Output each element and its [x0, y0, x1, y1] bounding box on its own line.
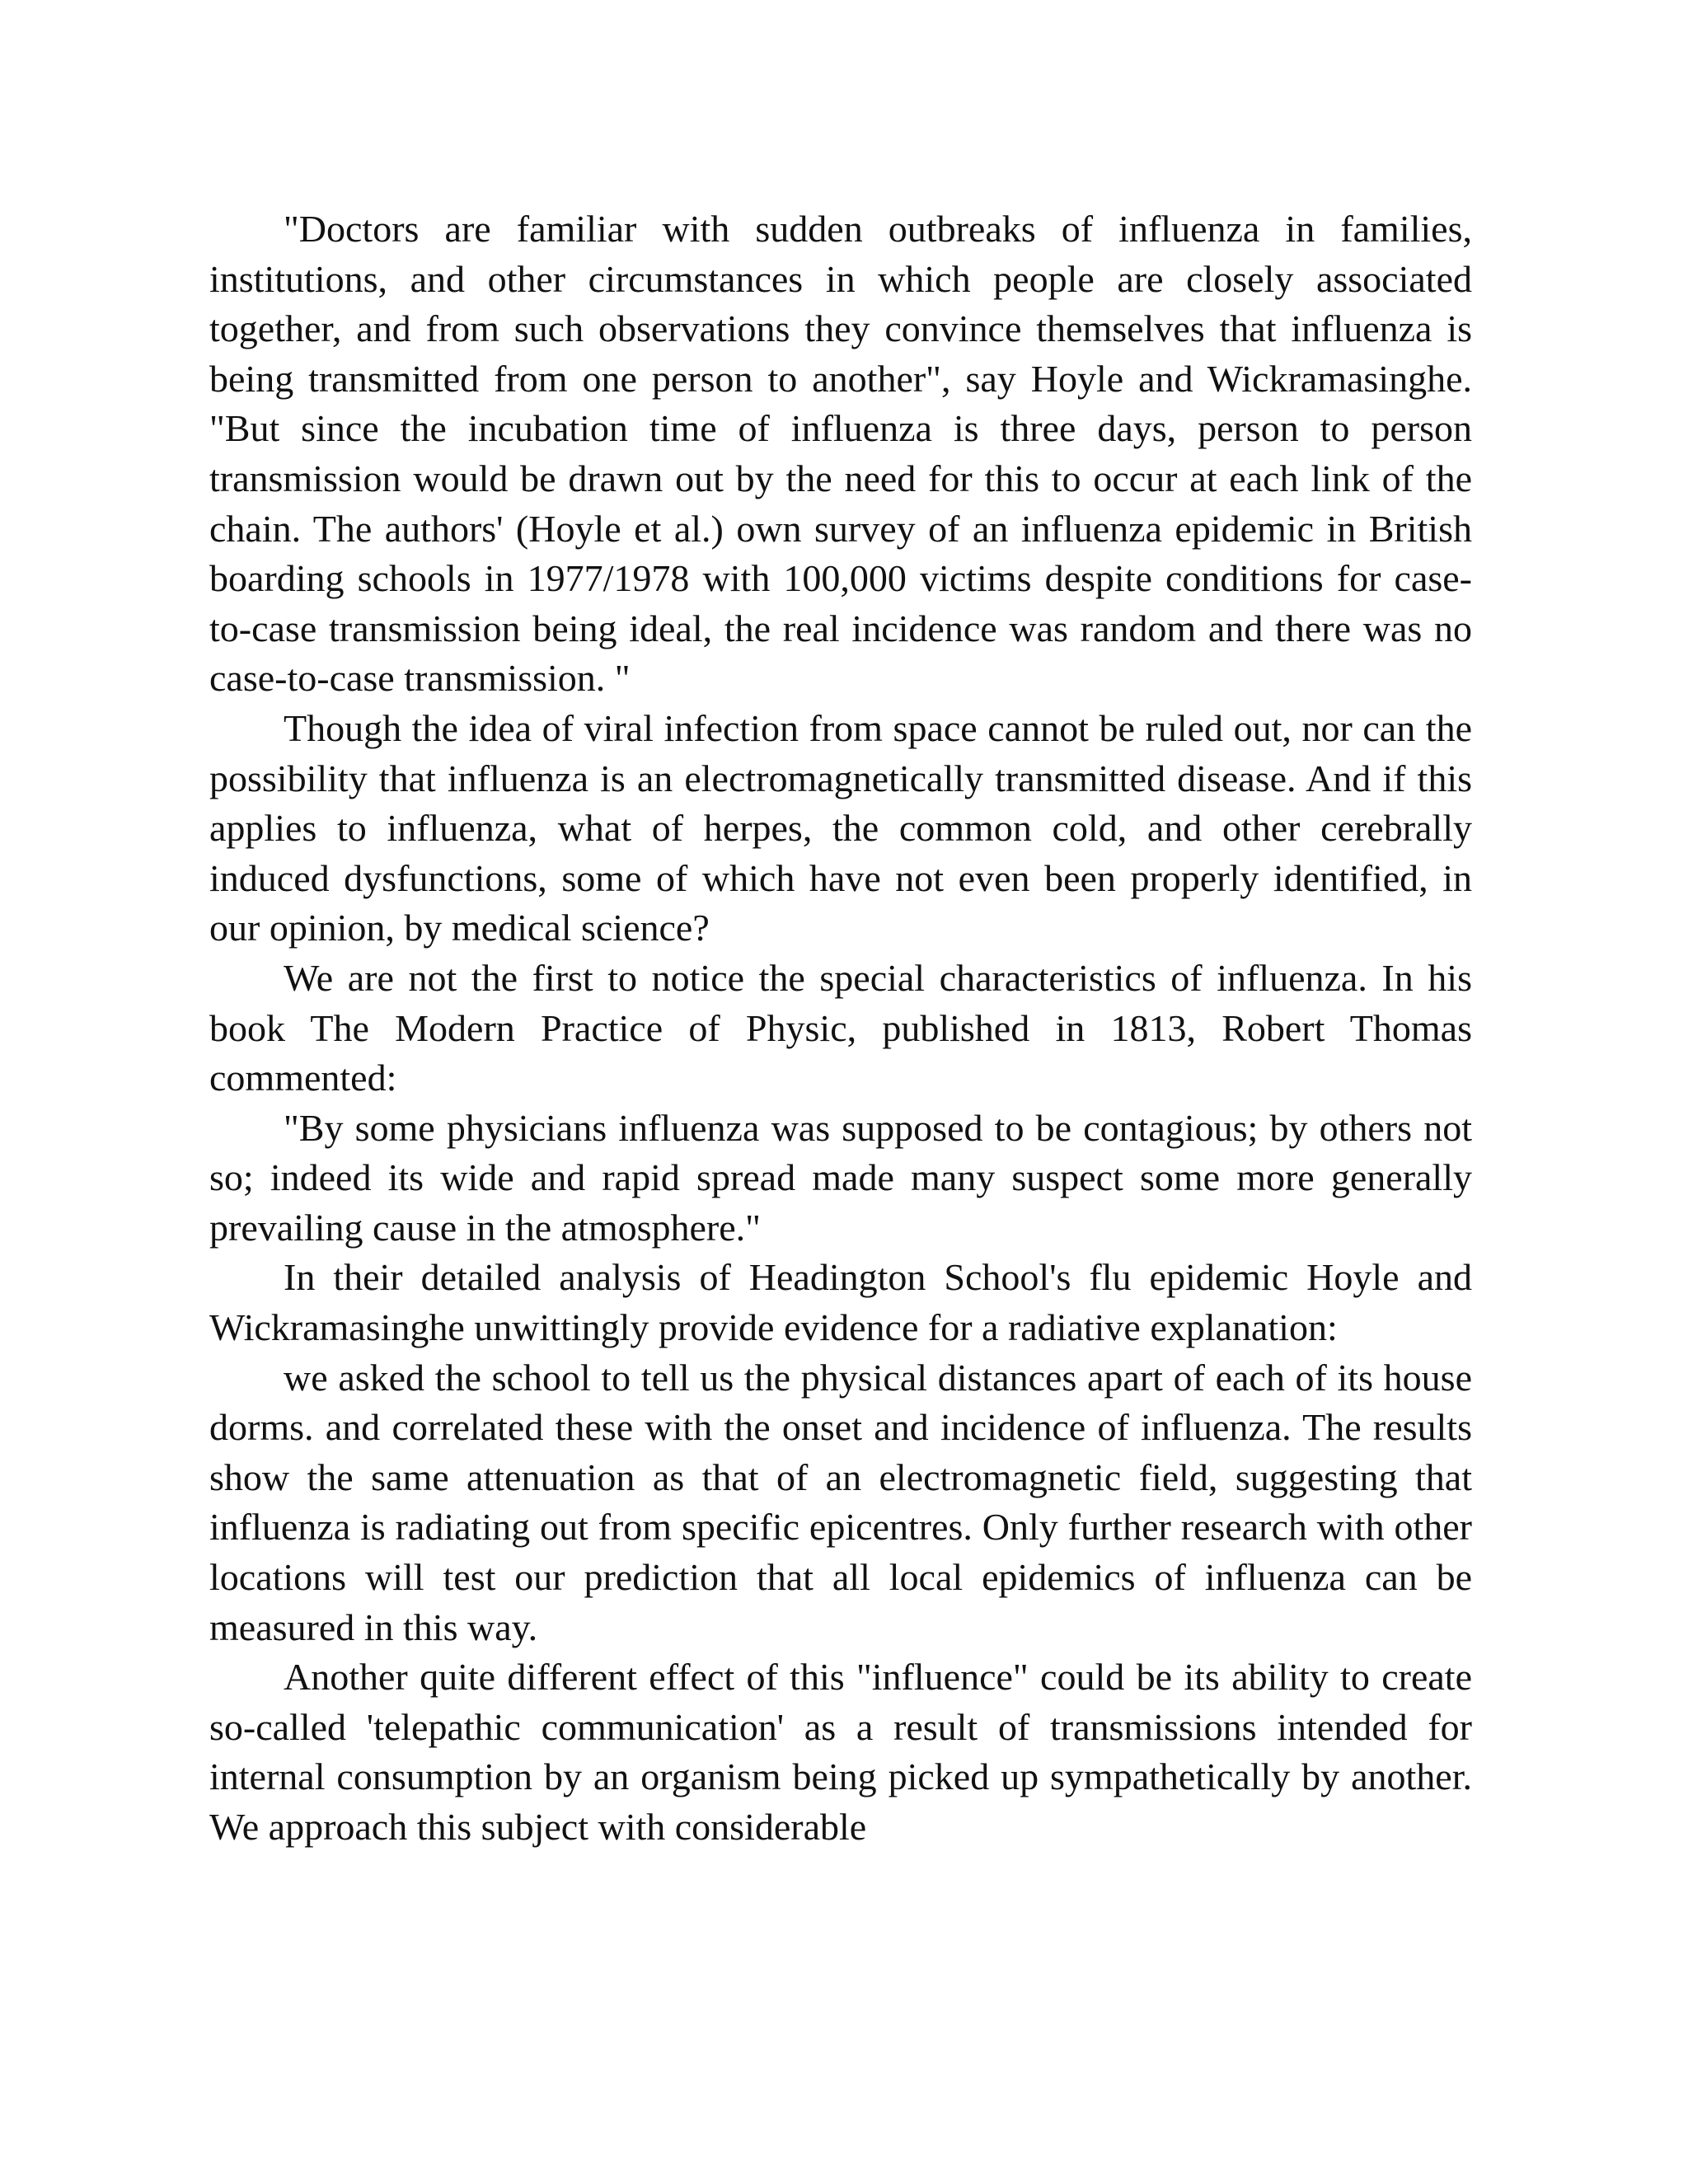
paragraph-headington-analysis: In their detailed analysis of Headington School's flu epidemic Hoyle and Wickramasinghe unwittingly provide evidence for a radiative explanation: — [209, 1256, 1472, 1349]
paragraph-electromagnetic-disease: Though the idea of viral infection from space cannot be ruled out, nor can the possibility that influenza is an electromagnetically transmitted disease. And if this applies to influenza, what of herpes, the common cold, and other cerebrally induced dysfunctions, some of which have not even been properly identified, in our opinion, by medical science? — [209, 706, 1472, 949]
paragraph-hoyle-quote: "Doctors are familiar with sudden outbreaks of influenza in families, institutions, and other circumstances in which people are closely associated together, and from such observations they convince themselves that influenza is being transmitted from one person to another", say Hoyle and Wickramasinghe. "But since the incubation time of influenza is three days, person to person transmission would be drawn out by the need for this to occur at each link of the chain. The authors' (Hoyle et al.) own survey of an influenza epidemic in British boarding schools in 1977/1978 with 100,000 victims despite conditions for case-to-case transmission being ideal, the real incidence was random and there was no case-to-case transmission. " — [209, 208, 1472, 700]
body-text — [209, 204, 1472, 1853]
paragraph-robert-thomas-intro: We are not the first to notice the special characteristics of influenza. In his book The Modern Practice of Physic, published in 1813, Robert Thomas commented: — [209, 956, 1472, 1099]
paragraph-telepathic-communication: Another quite different effect of this "influence" could be its ability to create so-called 'telepathic communication' as a result of transmissions intended for internal consumption by an organism being picked up sympathetically by another. We approach this subject with considerable — [209, 1656, 1472, 1848]
paragraph-house-dorms-quote: we asked the school to tell us the physical distances apart of each of its house dorms. and correlated these with the onset and incidence of influenza. The results show the same attenuation as that of an electromagnetic field, suggesting that influenza is radiating out from specific epicentres. Only further research with other locations will test our prediction that all local epidemics of influenza can be measured in this way. — [209, 1356, 1472, 1648]
paragraph-thomas-quote: "By some physicians influenza was supposed to be contagious; by others not so; indeed its wide and rapid spread made many suspect some more generally prevailing cause in the atmosphere." — [209, 1106, 1472, 1249]
